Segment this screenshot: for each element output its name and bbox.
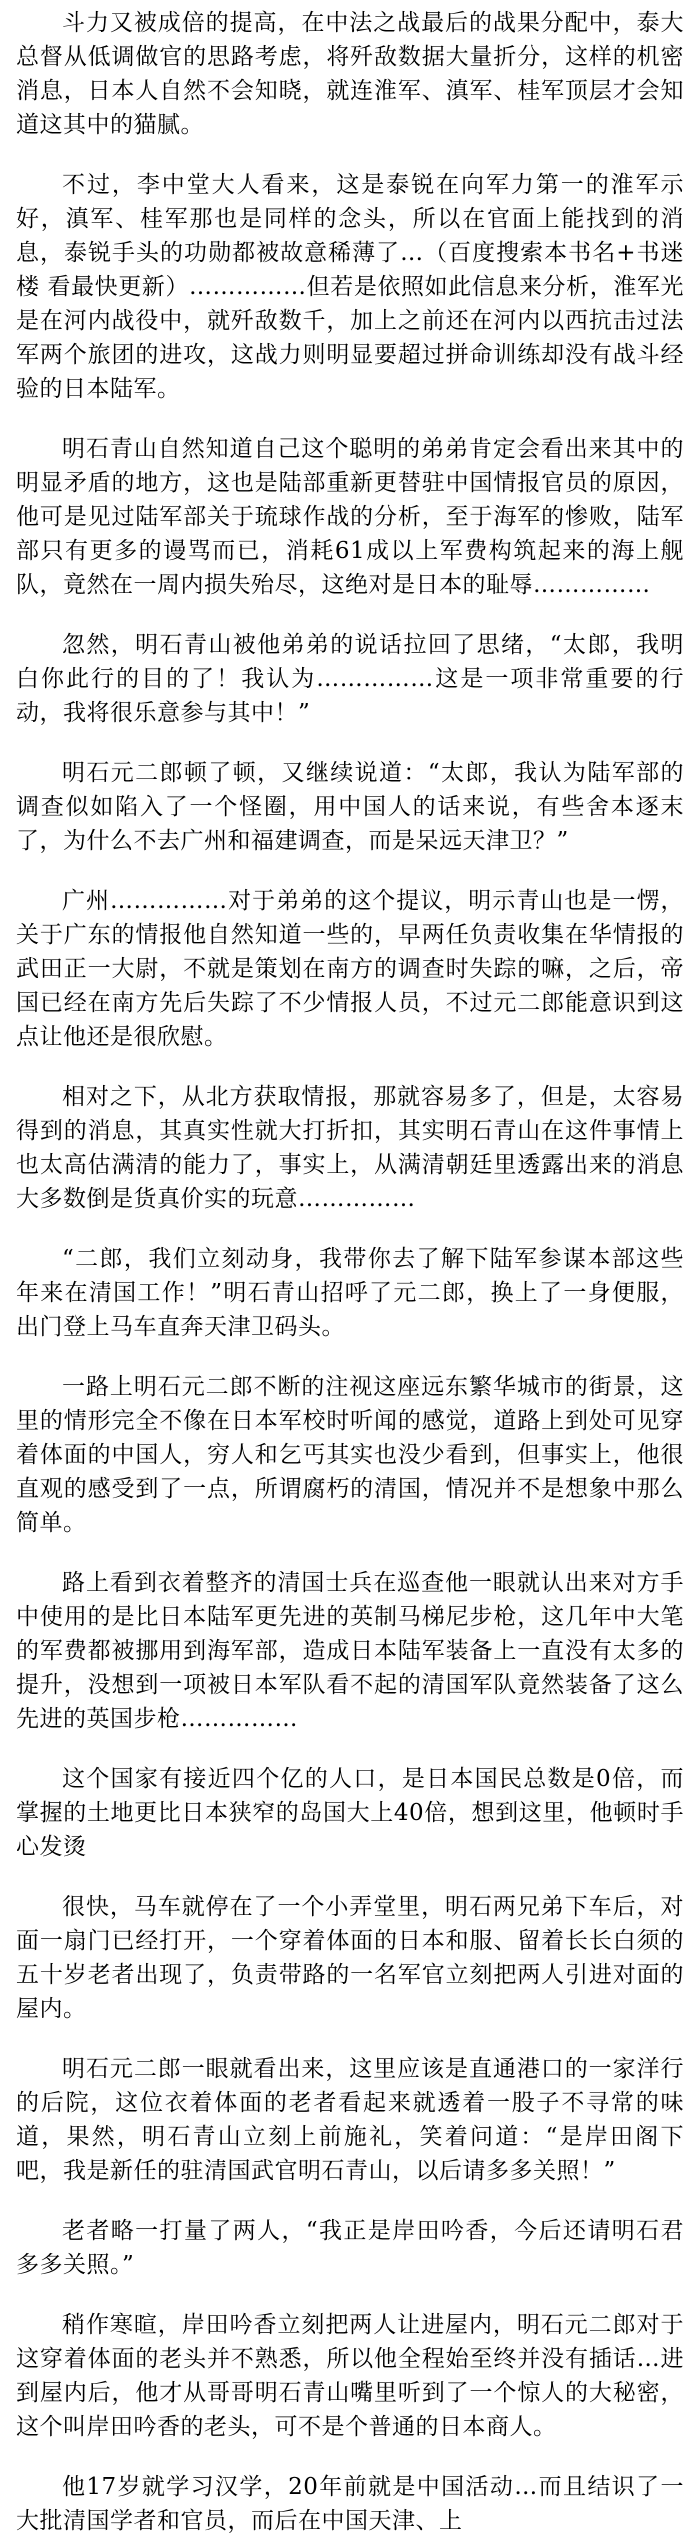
paragraph-5: 明石元二郎顿了顿，又继续说道：“太郎，我认为陆军部的调查似如陷入了一个怪圈，用中国人的话来说，有些舍本逐末了，为什么不去广州和福建调查，而是呆远天津卫？” (16, 760, 684, 854)
paragraph-16: 他17岁就学习汉学，20年前就是中国活动…而且结识了一大批清国学者和官员，而后在中国天津、上 (16, 2474, 684, 2534)
paragraph-3: 明石青山自然知道自己这个聪明的弟弟肯定会看出来其中的明显矛盾的地方，这也是陆部重新更替驻中国情报官员的原因，他可是见过陆军部关于琉球作战的分析，至于海军的惨败，陆军部只有更多的谩骂而已，消耗61成以上军费构筑起来的海上舰队，竟然在一周内损失殆尽，这绝对是日本的耻辱…………… (16, 436, 684, 598)
paragraph-10: 路上看到衣着整齐的清国士兵在巡查他一眼就认出来对方手中使用的是比日本陆军更先进的英制马梯尼步枪，这几年中大笔的军费都被挪用到海军部，造成日本陆军装备上一直没有太多的提升，没想到一项被日本军队看不起的清国军队竟然装备了这么先进的英国步枪…………… (16, 1570, 684, 1732)
paragraph-8: “二郎，我们立刻动身，我带你去了解下陆军参谋本部这些年来在清国工作！”明石青山招呼了元二郎，换上了一身便服，出门登上马车直奔天津卫码头。 (16, 1246, 684, 1340)
paragraph-4: 忽然，明石青山被他弟弟的说话拉回了思绪，“太郎，我明白你此行的目的了！我认为……………这是一项非常重要的行动，我将很乐意参与其中！” (16, 632, 684, 726)
paragraph-1: 斗力又被成倍的提高，在中法之战最后的战果分配中，泰大总督从低调做官的思路考虑，将歼敌数据大量折分，这样的机密消息，日本人自然不会知晓，就连淮军、滇军、桂军顶层才会知道这其中的猫腻。 (16, 10, 684, 138)
paragraph-6: 广州……………对于弟弟的这个提议，明示青山也是一愣，关于广东的情报他自然知道一些的，早两任负责收集在华情报的武田正一大尉，不就是策划在南方的调查时失踪的嘛，之后，帝国已经在南方先后失踪了不少情报人员，不过元二郎能意识到这点让他还是很欣慰。 (16, 888, 684, 1050)
paragraph-12: 很快，马车就停在了一个小弄堂里，明石两兄弟下车后，对面一扇门已经打开，一个穿着体面的日本和服、留着长长白须的五十岁老者出现了，负责带路的一名军官立刻把两人引进对面的屋内。 (16, 1894, 684, 2022)
paragraph-2: 不过，李中堂大人看来，这是泰锐在向军力第一的淮军示好，滇军、桂军那也是同样的念头，所以在官面上能找到的消息，泰锐手头的功勋都被故意稀薄了…（百度搜索本书名+书迷楼 看最快更新）……………但若是依照如此信息来分析，淮军光是在河内战役中，就歼敌数千，加上之前还在河内以西抗击过法军两个旅团的进攻，这战力则明显要超过拼命训练却没有战斗经验的日本陆军。 (16, 172, 684, 402)
paragraph-14: 老者略一打量了两人，“我正是岸田吟香，今后还请明石君多多关照。” (16, 2218, 684, 2278)
paragraph-11: 这个国家有接近四个亿的人口，是日本国民总数是0倍，而掌握的土地更比日本狭窄的岛国大上40倍，想到这里，他顿时手心发烫 (16, 1766, 684, 1860)
paragraph-13: 明石元二郎一眼就看出来，这里应该是直通港口的一家洋行的后院，这位衣着体面的老者看起来就透着一股子不寻常的味道，果然，明石青山立刻上前施礼，笑着问道：“是岸田阁下吧，我是新任的驻清国武官明石青山，以后请多多关照！” (16, 2056, 684, 2184)
paragraph-7: 相对之下，从北方获取情报，那就容易多了，但是，太容易得到的消息，其真实性就大打折扣，其实明石青山在这件事情上也太高估满清的能力了，事实上，从满清朝廷里透露出来的消息大多数倒是货真价实的玩意…………… (16, 1084, 684, 1212)
paragraph-9: 一路上明石元二郎不断的注视这座远东繁华城市的街景，这里的情形完全不像在日本军校时听闻的感觉，道路上到处可见穿着体面的中国人，穷人和乞丐其实也没少看到，但事实上，他很直观的感受到了一点，所谓腐朽的清国，情况并不是想象中那么简单。 (16, 1374, 684, 1536)
paragraph-15: 稍作寒暄，岸田吟香立刻把两人让进屋内，明石元二郎对于这穿着体面的老头并不熟悉，所以他全程始至终并没有插话…进到屋内后，他才从哥哥明石青山嘴里听到了一个惊人的大秘密，这个叫岸田吟香的老头，可不是个普通的日本商人。 (16, 2312, 684, 2440)
